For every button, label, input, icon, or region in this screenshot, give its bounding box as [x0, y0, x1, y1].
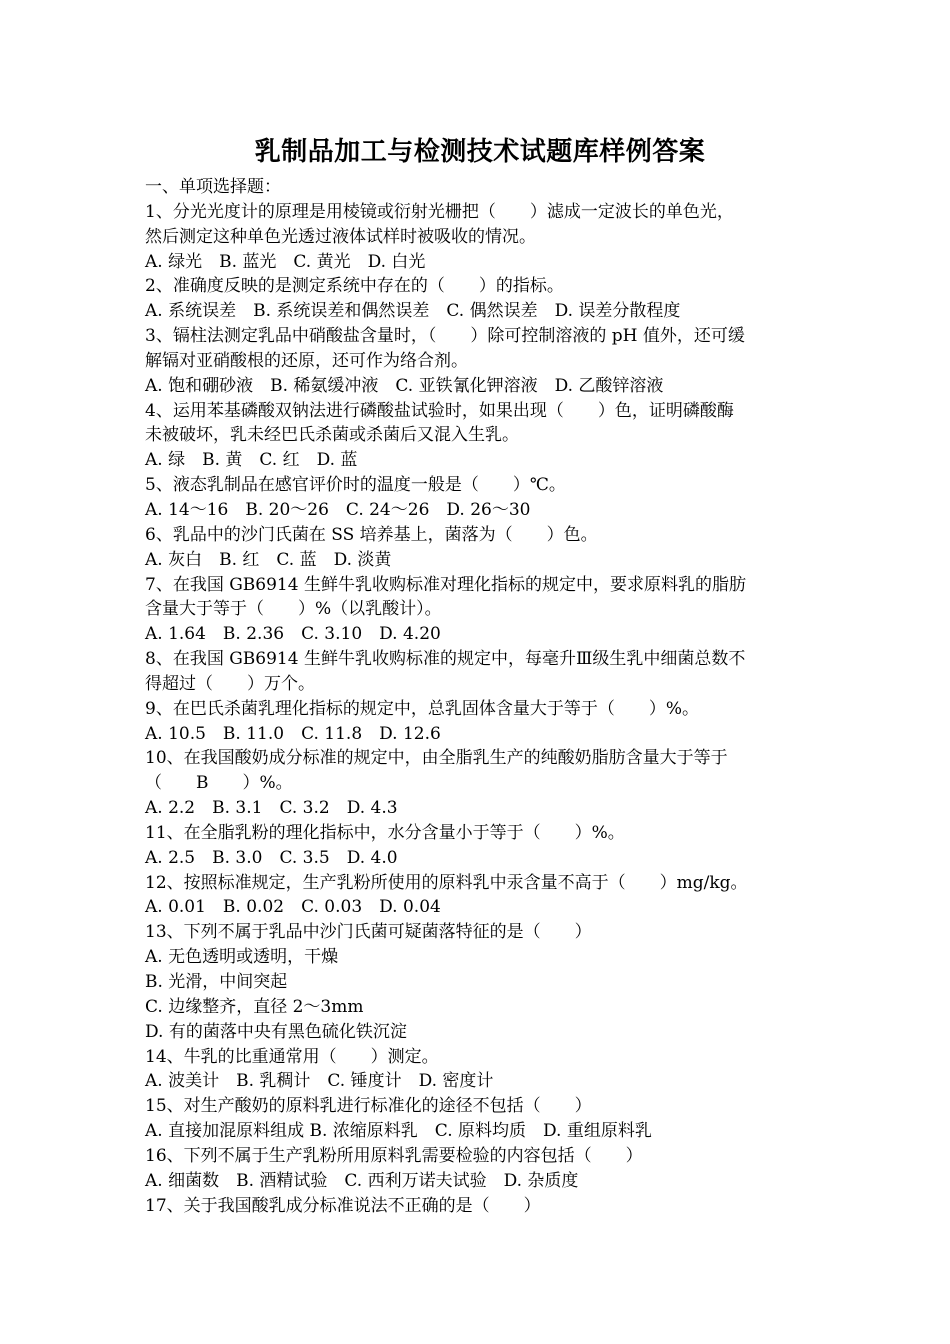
question-7-options: A. 1.64 B. 2.36 C. 3.10 D. 4.20 — [145, 624, 441, 645]
question-13: 13、下列不属于乳品中沙门氏菌可疑菌落特征的是（ ） — [145, 922, 592, 943]
question-1-line-2: 然后测定这种单色光透过液体试样时被吸收的情况。 — [145, 226, 536, 247]
question-11-options: A. 2.5 B. 3.0 C. 3.5 D. 4.0 — [145, 847, 398, 868]
document-title: 乳制品加工与检测技术试题库样例答案 — [254, 137, 706, 167]
question-14: 14、牛乳的比重通常用（ ）测定。 — [145, 1046, 439, 1067]
question-4-line-1: 4、运用苯基磷酸双钠法进行磷酸盐试验时，如果出现（ ）色，证明磷酸酶 — [145, 400, 734, 421]
question-7-line-1: 7、在我国 GB6914 生鲜牛乳收购标准对理化指标的规定中，要求原料乳的脂肪 — [145, 574, 746, 595]
question-16-options: A. 细菌数 B. 酒精试验 C. 西利万诺夫试验 D. 杂质度 — [145, 1170, 579, 1191]
question-6-options: A. 灰白 B. 红 C. 蓝 D. 淡黄 — [145, 549, 392, 570]
question-13-option-a: A. 无色透明或透明，干燥 — [145, 947, 339, 968]
question-12-options: A. 0.01 B. 0.02 C. 0.03 D. 0.04 — [145, 897, 441, 918]
question-16: 16、下列不属于生产乳粉所用原料乳需要检验的内容包括（ ） — [145, 1145, 643, 1166]
question-2: 2、准确度反映的是测定系统中存在的（ ）的指标。 — [145, 276, 564, 297]
question-7-line-2: 含量大于等于（ ）%（以乳酸计）。 — [145, 599, 442, 620]
question-17: 17、关于我国酸乳成分标准说法不正确的是（ ） — [145, 1195, 541, 1216]
question-9: 9、在巴氏杀菌乳理化指标的规定中，总乳固体含量大于等于（ ）%。 — [145, 698, 699, 719]
question-3-line-2: 解镉对亚硝酸根的还原，还可作为络合剂。 — [145, 350, 468, 371]
question-8-line-1: 8、在我国 GB6914 生鲜牛乳收购标准的规定中，每毫升Ⅲ级生乳中细菌总数不 — [145, 649, 746, 670]
question-body — [145, 175, 815, 1218]
question-1-line-1: 1、分光光度计的原理是用棱镜或衍射光栅把（ ）滤成一定波长的单色光， — [145, 201, 734, 222]
question-1-options: A. 绿光 B. 蓝光 C. 黄光 D. 白光 — [145, 251, 426, 272]
question-5-options: A. 14～16 B. 20～26 C. 24～26 D. 26～30 — [145, 499, 531, 520]
question-5: 5、液态乳制品在感官评价时的温度一般是（ ）℃。 — [145, 475, 566, 496]
question-14-options: A. 波美计 B. 乳稠计 C. 锤度计 D. 密度计 — [145, 1071, 494, 1092]
question-15: 15、对生产酸奶的原料乳进行标准化的途径不包括（ ） — [145, 1096, 592, 1117]
question-9-options: A. 10.5 B. 11.0 C. 11.8 D. 12.6 — [145, 723, 441, 744]
question-4-line-2: 未被破坏，乳未经巴氏杀菌或杀菌后又混入生乳。 — [145, 425, 519, 446]
question-3-line-1: 3、镉柱法测定乳品中硝酸盐含量时，（ ）除可控制溶液的 pH 值外，还可缓 — [145, 326, 745, 347]
question-13-option-b: B. 光滑，中间突起 — [145, 972, 288, 992]
question-10-options: A. 2.2 B. 3.1 C. 3.2 D. 4.3 — [145, 798, 398, 819]
question-15-options: A. 直接加混原料组成 B. 浓缩原料乳 C. 原料均质 D. 重组原料乳 — [145, 1121, 652, 1142]
question-3-options: A. 饱和硼砂液 B. 稀氨缓冲液 C. 亚铁氰化钾溶液 D. 乙酸锌溶液 — [145, 375, 664, 396]
question-13-option-c: C. 边缘整齐，直径 2～3mm — [145, 996, 364, 1017]
question-6: 6、乳品中的沙门氏菌在 SS 培养基上，菌落为（ ）色。 — [145, 524, 598, 545]
question-11: 11、在全脂乳粉的理化指标中，水分含量小于等于（ ）%。 — [145, 822, 625, 843]
question-8-line-2: 得超过（ ）万个。 — [145, 673, 315, 694]
document-page — [145, 132, 815, 1218]
question-13-option-d: D. 有的菌落中央有黑色硫化铁沉淀 — [145, 1021, 407, 1042]
question-2-options: A. 系统误差 B. 系统误差和偶然误差 C. 偶然误差 D. 误差分散程度 — [145, 301, 681, 322]
section-heading: 一、单项选择题： — [145, 177, 281, 197]
question-4-options: A. 绿 B. 黄 C. 红 D. 蓝 — [145, 450, 358, 471]
question-10-line-1: 10、在我国酸奶成分标准的规定中，由全脂乳生产的纯酸奶脂肪含量大于等于 — [145, 748, 728, 769]
question-12: 12、按照标准规定，生产乳粉所使用的原料乳中汞含量不高于（ ）mg/kg。 — [145, 872, 748, 893]
question-10-line-2: （ B ）%。 — [145, 773, 293, 794]
